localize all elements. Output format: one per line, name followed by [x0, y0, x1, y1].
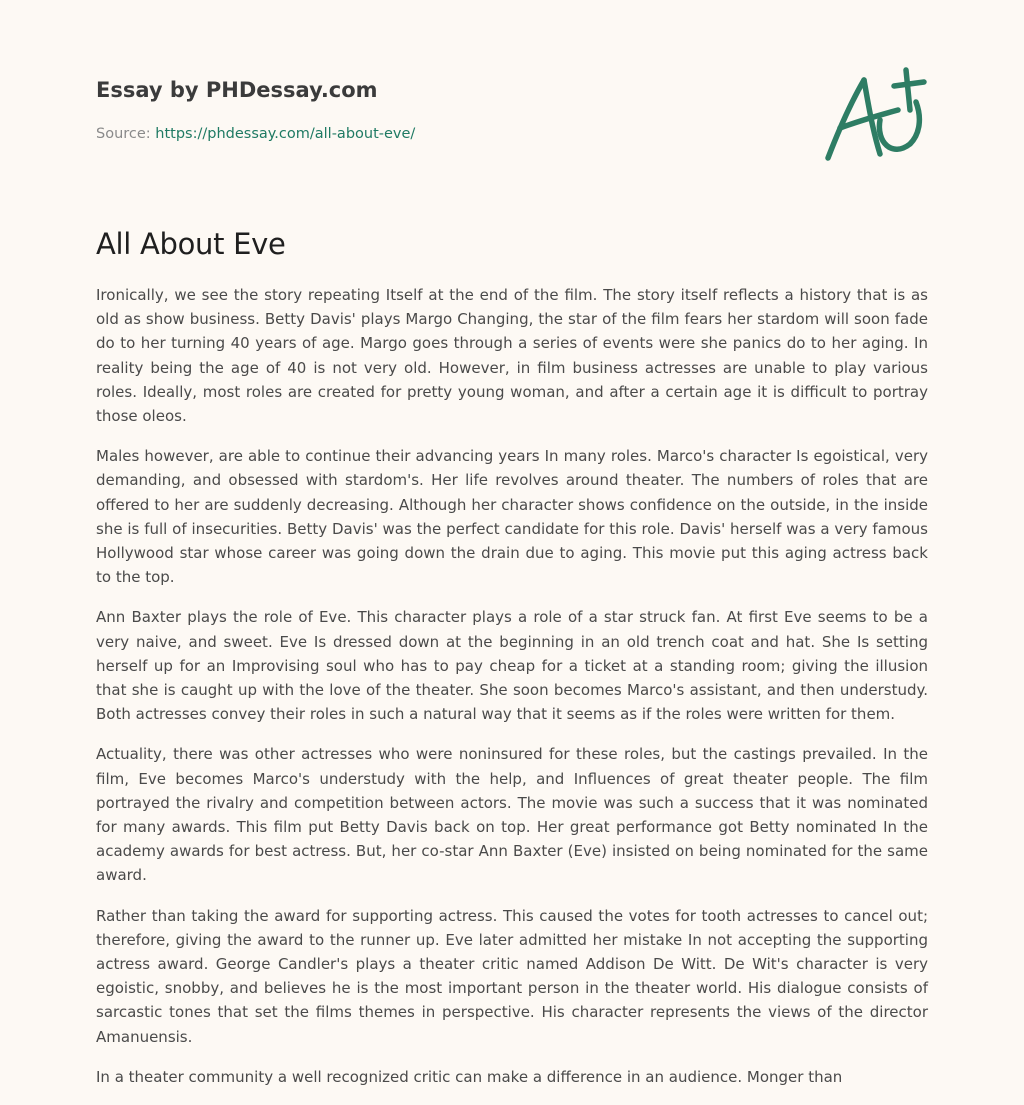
essay-paragraph: Rather than taking the award for supporting actress. This caused the votes for tooth actresses to cancel out; therefore, giving the award to the runner up. Eve later admitted her mistake In not accepting the supporting actress award. George Candler's plays a theater critic named Addison De Witt. De Wit's character is very egoistic, snobby, and believes he is the most important person in the theater world. His dialogue consists of sarcastic tones that set the films themes in perspective. His character represents the views of the director Amanuensis.: [96, 906, 928, 1046]
source-line: [96, 124, 696, 144]
essay-title: All About Eve: [96, 227, 286, 261]
a-plus-grade-logo-icon: [818, 62, 930, 166]
essay-body: [96, 283, 928, 1105]
essay-header: [96, 76, 696, 144]
essay-paragraph: Actuality, there was other actresses who were noninsured for these roles, but the castings prevailed. In the film, Eve becomes Marco's understudy with the help, and Influences of great theater people. The film portrayed the rivalry and competition between actors. The movie was such a success that it was nominated for many awards. This film put Betty Davis back on top. Her great performance got Betty nominated In the academy awards for best actress. But, her co-star Ann Baxter (Eve) insisted on being nominated for the same award.: [96, 745, 928, 885]
essay-paragraph: Ann Baxter plays the role of Eve. This character plays a role of a star struck fan. At first Eve seems to be a very naive, and sweet. Eve Is dressed down at the beginning in an old trench coat and hat. She Is setting herself up for an Improvising soul who has to pay cheap for a ticket at a standing room; giving the illusion that she is caught up with the love of the theater. She soon becomes Marco's assistant, and then understudy. Both actresses convey their roles in such a natural way that it seems as if the roles were written for them.: [96, 608, 928, 724]
source-label: Source:: [96, 126, 156, 142]
essay-paragraph: Ironically, we see the story repeating Itself at the end of the film. The story itself reflects a history that is as old as show business. Betty Davis' plays Margo Changing, the star of the film fears her stardom will soon fade do to her turning 40 years of age. Margo goes through a series of events were she panics do to her aging. In reality being the age of 40 is not very old. However, in film business actresses are unable to play various roles. Ideally, most roles are created for pretty young woman, and after a certain age it is difficult to portray those oleos.: [96, 286, 928, 426]
essay-paragraph: Males however, are able to continue their advancing years In many roles. Marco's character Is egoistical, very demanding, and obsessed with stardom's. Her life revolves around theater. The numbers of roles that are offered to her are suddenly decreasing. Although her character shows confidence on the outside, in the inside she is full of insecurities. Betty Davis' was the perfect candidate for this role. Davis' herself was a very famous Hollywood star whose career was going down the drain due to aging. This movie put this aging actress back to the top.: [96, 447, 928, 587]
source-link[interactable]: https://phdessay.com/all-about-eve/: [155, 126, 416, 142]
site-brand: Essay by PHDessay.com: [96, 78, 378, 102]
essay-paragraph: In a theater community a well recognized critic can make a difference in an audience. Monger than: [96, 1067, 843, 1086]
